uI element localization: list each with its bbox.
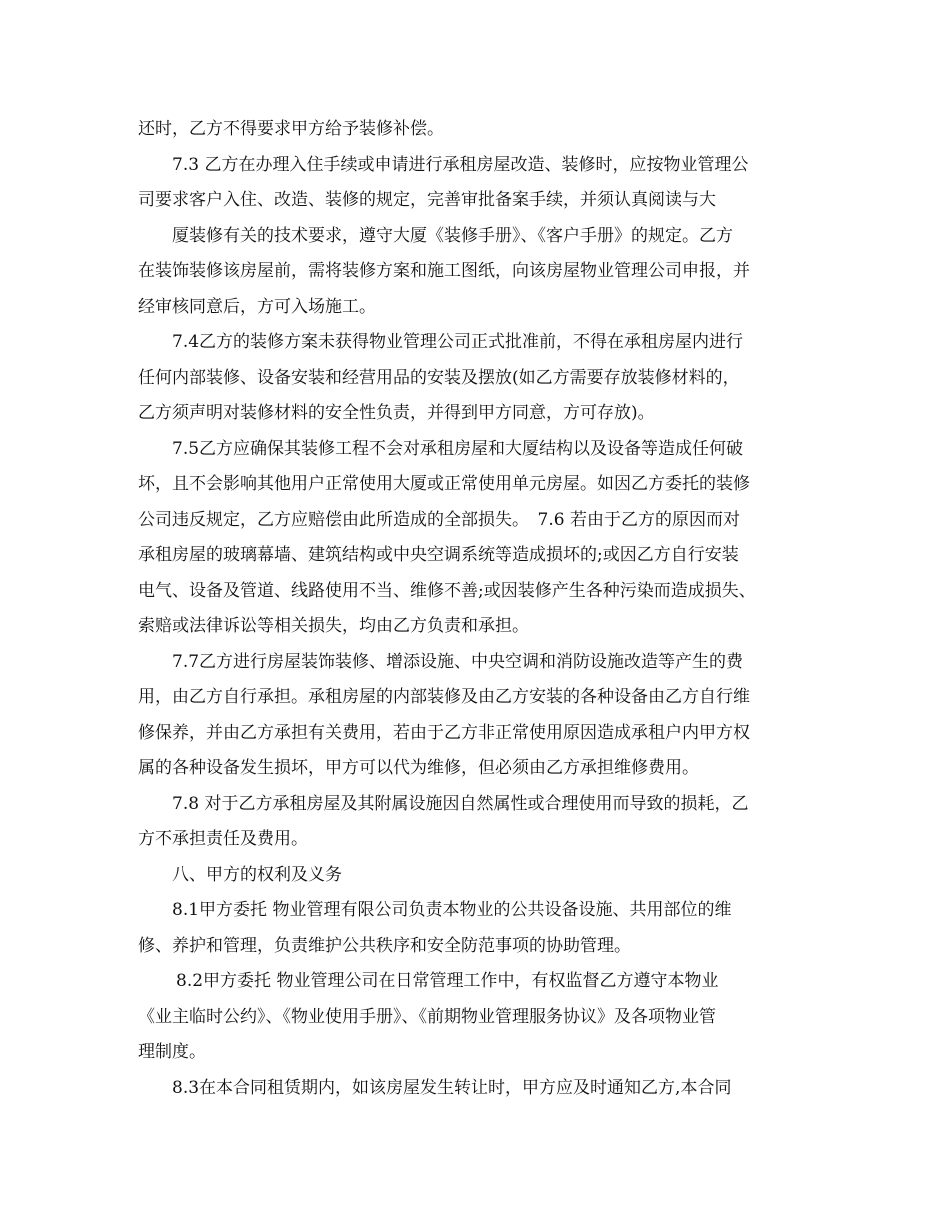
section-heading-8: 八、甲方的权利及义务 bbox=[172, 864, 342, 885]
paragraph-7-3: 7.3 乙方在办理入住手续或申请进行承租房屋改造、装修时，应按物业管理公 bbox=[172, 154, 749, 175]
paragraph-7-7: 7.7乙方进行房屋装饰装修、增添设施、中央空调和消防设施改造等产生的费 bbox=[172, 651, 744, 672]
paragraph-8-2: 8.2甲方委托 物业管理公司在日常管理工作中，有权监督乙方遵守本物业 bbox=[176, 971, 719, 991]
text-line: 属的各种设备发生损坏，甲方可以代为维修，但必须由乙方承担维修费用。 bbox=[138, 758, 699, 778]
document-page bbox=[138, 112, 828, 1106]
text-line: 用，由乙方自行承担。承租房屋的内部装修及由乙方安装的各种设备由乙方自行维 bbox=[138, 687, 750, 707]
text-line: 厦装修有关的技术要求，遵守大厦《装修手册》、《客户手册》的规定。乙方 bbox=[172, 225, 733, 246]
text-line: 司要求客户入住、改造、装修的规定，完善审批备案手续，并须认真阅读与大 bbox=[138, 190, 716, 210]
paragraph-7-5: 7.5乙方应确保其装修工程不会对承租房屋和大厦结构以及设备等造成任何破 bbox=[172, 438, 744, 459]
paragraph-8-3: 8.3在本合同租赁期内，如该房屋发生转让时，甲方应及时通知乙方,本合同 bbox=[172, 1077, 732, 1098]
text-line: 承租房屋的玻璃幕墙、建筑结构或中央空调系统等造成损坏的;或因乙方自行安装 bbox=[138, 545, 739, 565]
text-line: 坏，且不会影响其他用户正常使用大厦或正常使用单元房屋。如因乙方委托的装修 bbox=[138, 474, 750, 494]
text-line: 方不承担责任及费用。 bbox=[138, 829, 308, 849]
text-line: 《业主临时公约》、《物业使用手册》、《前期物业管理服务协议》及各项物业管 bbox=[138, 1006, 716, 1027]
text-line: 理制度。 bbox=[138, 1042, 206, 1062]
paragraph-7-4: 7.4乙方的装修方案未获得物业管理公司正式批准前，不得在承租房屋内进行 bbox=[172, 332, 744, 352]
text-line: 电气、设备及管道、线路使用不当、维修不善;或因装修产生各种污染而造成损失、 bbox=[138, 580, 756, 601]
paragraph-7-8: 7.8 对于乙方承租房屋及其附属设施因自然属性或合理使用而导致的损耗，乙 bbox=[172, 793, 749, 814]
text-line: 公司违反规定，乙方应赔偿由此所造成的全部损失。 7.6 若由于乙方的原因而对 bbox=[138, 509, 740, 530]
text-line: 经审核同意后，方可入场施工。 bbox=[138, 296, 376, 317]
text-line: 修、养护和管理，负责维护公共秩序和安全防范事项的协助管理。 bbox=[138, 935, 631, 956]
text-line: 乙方须声明对装修材料的安全性负责，并得到甲方同意，方可存放)。 bbox=[138, 403, 655, 423]
text-line: 在装饰装修该房屋前，需将装修方案和施工图纸，向该房屋物业管理公司申报，并 bbox=[138, 261, 750, 281]
text-line: 索赔或法律诉讼等相关损失，均由乙方负责和承担。 bbox=[138, 616, 529, 636]
paragraph-8-1: 8.1甲方委托 物业管理有限公司负责本物业的公共设备设施、共用部位的维 bbox=[172, 900, 732, 920]
text-line: 修保养，并由乙方承担有关费用，若由于乙方非正常使用原因造成承租户内甲方权 bbox=[138, 722, 750, 743]
text-line: 还时，乙方不得要求甲方给予装修补偿。 bbox=[138, 119, 444, 139]
text-line: 任何内部装修、设备安装和经营用品的安装及摆放(如乙方需要存放装修材料的， bbox=[138, 367, 740, 388]
